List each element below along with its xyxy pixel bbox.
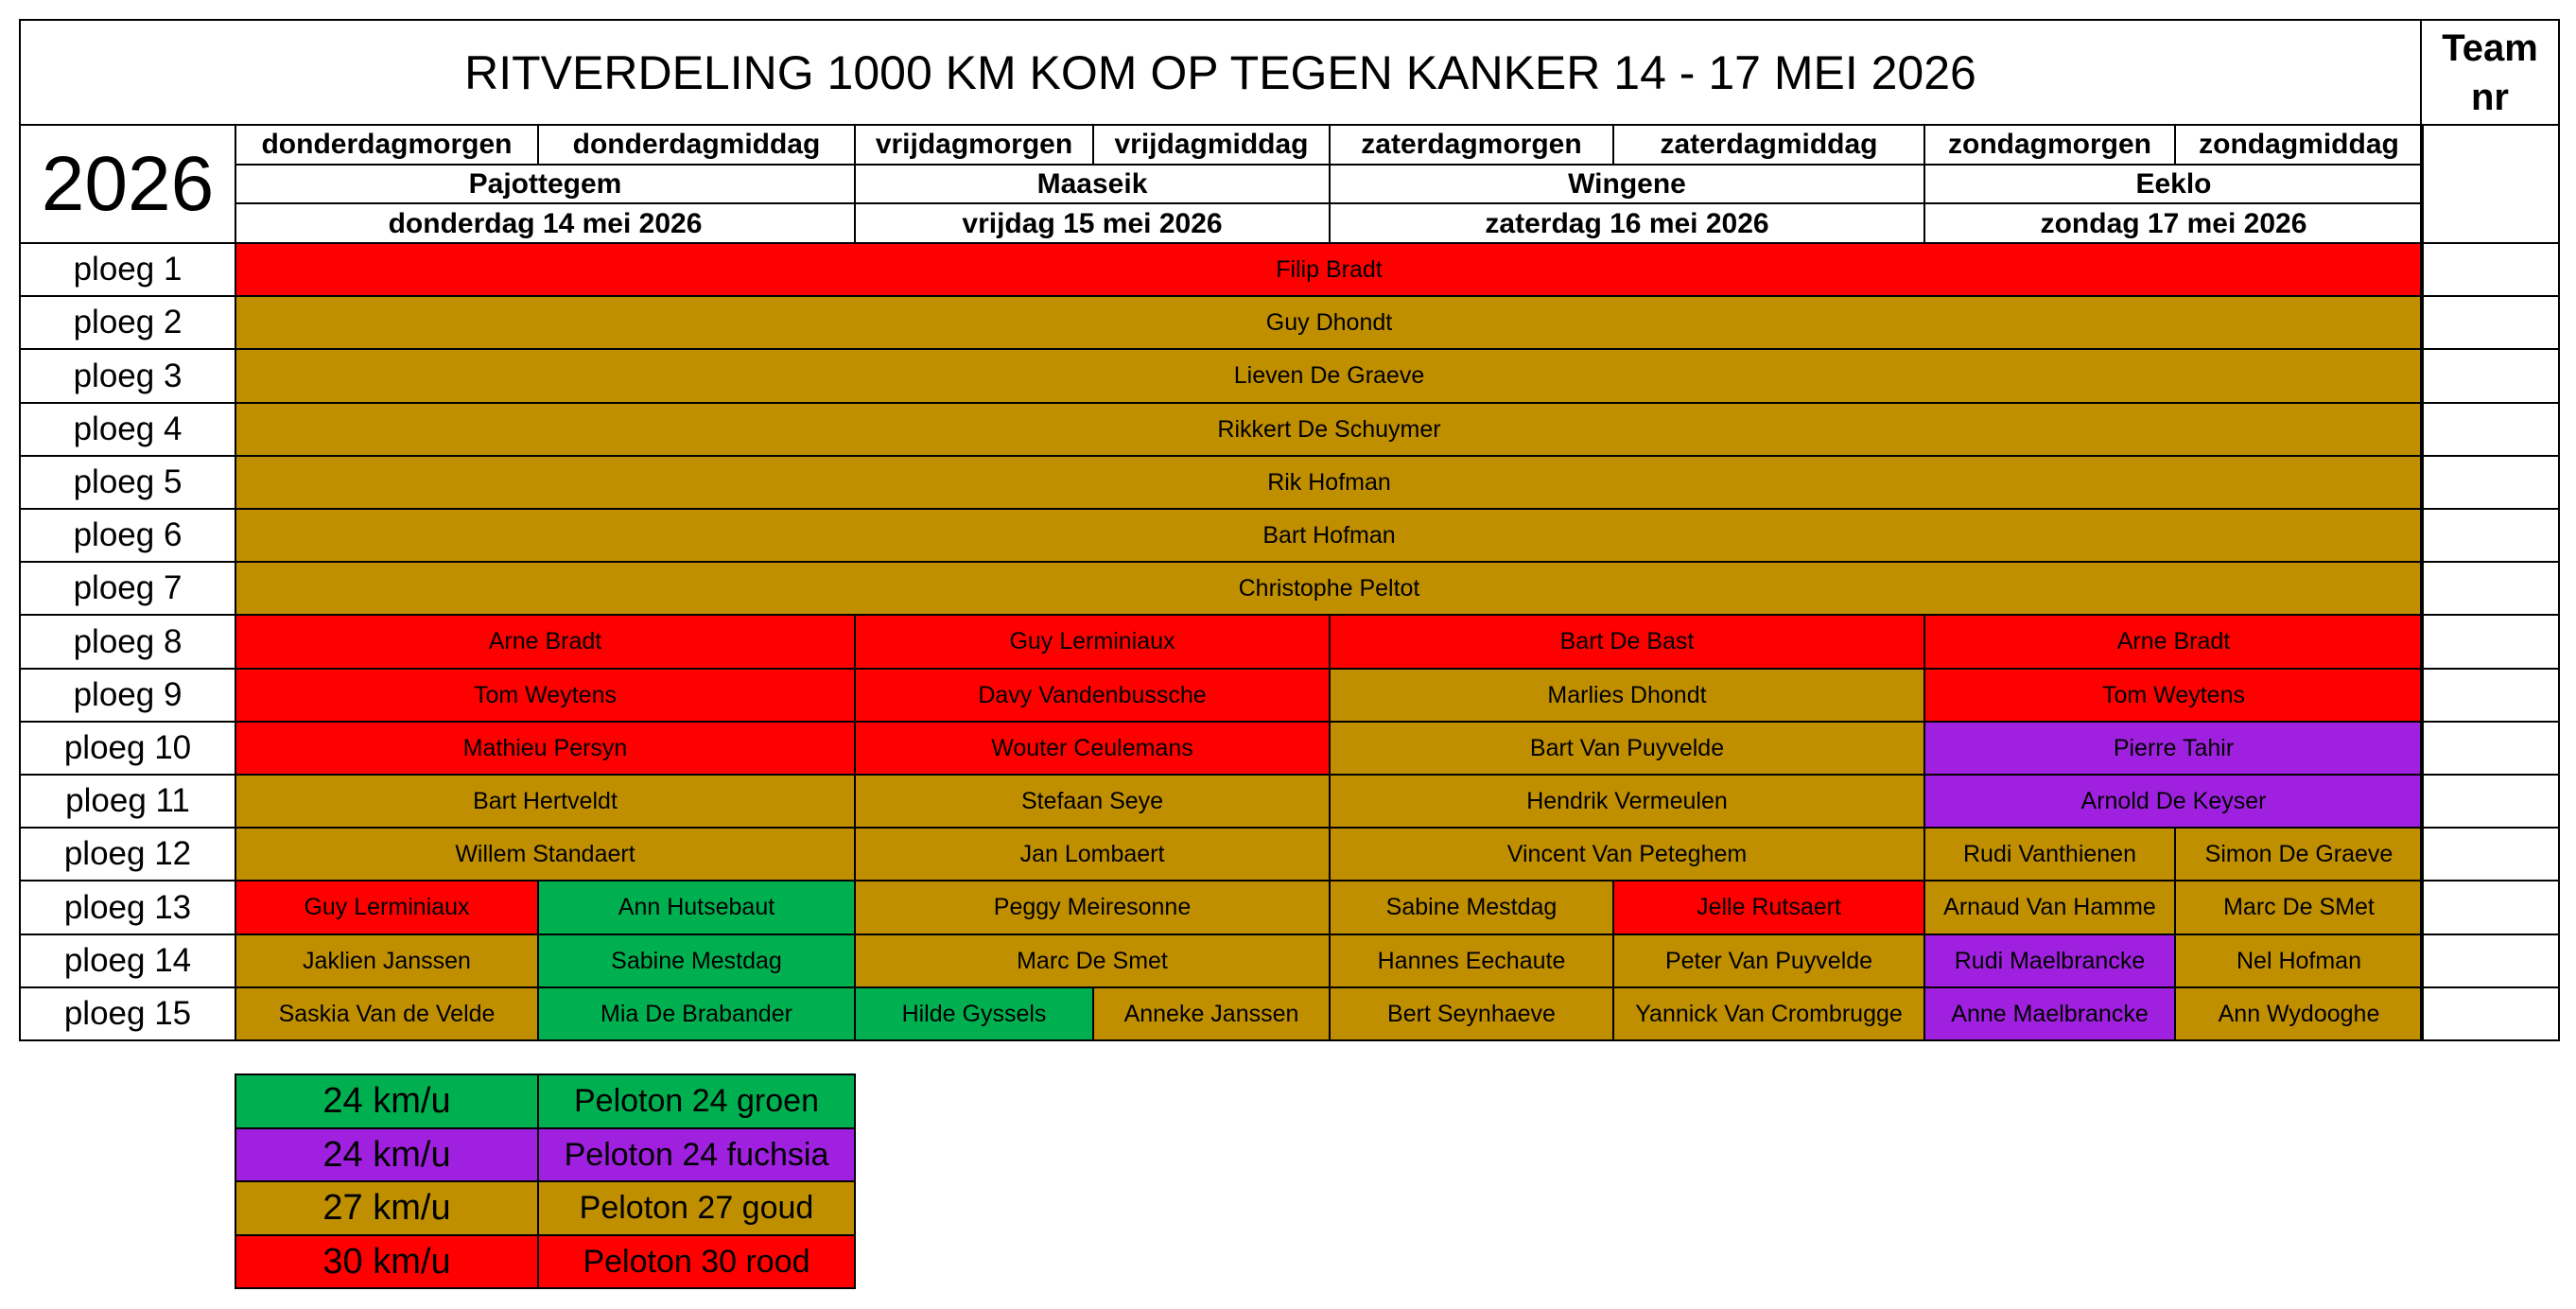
- legend-label: Peloton 30 rood: [537, 1234, 856, 1289]
- rider-cell[interactable]: Hannes Eechaute: [1329, 934, 1614, 988]
- team-header-line-2: nr: [2471, 76, 2509, 118]
- ploeg-label: ploeg 12: [19, 827, 236, 881]
- ploeg-label: ploeg 10: [19, 721, 236, 776]
- team-nr-cell[interactable]: [2420, 455, 2560, 510]
- rider-cell[interactable]: Willem Standaert: [235, 827, 856, 881]
- rider-cell[interactable]: Peter Van Puyvelde: [1612, 934, 1925, 988]
- ploeg-label: ploeg 4: [19, 402, 236, 457]
- date-header: donderdag 14 mei 2026: [235, 202, 856, 245]
- rider-cell[interactable]: Rik Hofman: [235, 455, 2424, 510]
- team-nr-cell[interactable]: [2420, 242, 2560, 297]
- team-nr-cell[interactable]: [2420, 508, 2560, 563]
- year-label: 2026: [19, 124, 236, 244]
- team-nr-cell[interactable]: [2420, 880, 2560, 935]
- session-header: zondagmiddag: [2174, 124, 2424, 166]
- rider-cell[interactable]: Saskia Van de Velde: [235, 986, 539, 1041]
- session-header: vrijdagmorgen: [854, 124, 1094, 166]
- rider-cell[interactable]: Arne Bradt: [235, 614, 856, 670]
- rider-cell[interactable]: Arne Bradt: [1923, 614, 2424, 670]
- location-header: Wingene: [1329, 164, 1925, 204]
- rider-cell[interactable]: Stefaan Seye: [854, 774, 1331, 829]
- team-nr-cell[interactable]: [2420, 986, 2560, 1041]
- ploeg-label: ploeg 7: [19, 561, 236, 616]
- rider-cell[interactable]: Tom Weytens: [235, 668, 856, 723]
- rider-cell[interactable]: Anne Maelbrancke: [1923, 986, 2176, 1041]
- team-nr-cell[interactable]: [2420, 668, 2560, 723]
- rider-cell[interactable]: Jelle Rutsaert: [1612, 880, 1925, 935]
- legend-label: Peloton 24 fuchsia: [537, 1127, 856, 1182]
- rider-cell[interactable]: Ann Wydooghe: [2174, 986, 2424, 1041]
- legend-speed: 24 km/u: [235, 1073, 539, 1129]
- location-header: Pajottegem: [235, 164, 856, 204]
- rider-cell[interactable]: Rudi Maelbrancke: [1923, 934, 2176, 988]
- rider-cell[interactable]: Guy Dhondt: [235, 295, 2424, 350]
- rider-cell[interactable]: Sabine Mestdag: [537, 934, 856, 988]
- session-header: donderdagmiddag: [537, 124, 856, 166]
- rider-cell[interactable]: Bart Van Puyvelde: [1329, 721, 1925, 776]
- ploeg-label: ploeg 14: [19, 934, 236, 988]
- team-nr-header: [2420, 19, 2560, 126]
- rider-cell[interactable]: Mia De Brabander: [537, 986, 856, 1041]
- rider-cell[interactable]: Bert Seynhaeve: [1329, 986, 1614, 1041]
- date-header: zaterdag 16 mei 2026: [1329, 202, 1925, 245]
- rider-cell[interactable]: Nel Hofman: [2174, 934, 2424, 988]
- ploeg-label: ploeg 5: [19, 455, 236, 510]
- date-header: vrijdag 15 mei 2026: [854, 202, 1331, 245]
- rider-cell[interactable]: Arnold De Keyser: [1923, 774, 2424, 829]
- session-header: donderdagmorgen: [235, 124, 539, 166]
- rider-cell[interactable]: Tom Weytens: [1923, 668, 2424, 723]
- session-header: zaterdagmorgen: [1329, 124, 1614, 166]
- location-header: Maaseik: [854, 164, 1331, 204]
- rider-cell[interactable]: Ann Hutsebaut: [537, 880, 856, 935]
- ploeg-label: ploeg 2: [19, 295, 236, 350]
- rider-cell[interactable]: Jan Lombaert: [854, 827, 1331, 881]
- ploeg-label: ploeg 13: [19, 880, 236, 935]
- rider-cell[interactable]: Filip Bradt: [235, 242, 2424, 297]
- team-header-line-1: Team: [2442, 26, 2538, 69]
- rider-cell[interactable]: Guy Lerminiaux: [854, 614, 1331, 670]
- team-nr-cell[interactable]: [2420, 774, 2560, 829]
- rider-cell[interactable]: Lieven De Graeve: [235, 348, 2424, 404]
- session-header: zondagmorgen: [1923, 124, 2176, 166]
- rider-cell[interactable]: Davy Vandenbussche: [854, 668, 1331, 723]
- ploeg-label: ploeg 1: [19, 242, 236, 297]
- ploeg-label: ploeg 15: [19, 986, 236, 1041]
- rider-cell[interactable]: Yannick Van Crombrugge: [1612, 986, 1925, 1041]
- ploeg-label: ploeg 3: [19, 348, 236, 404]
- rider-cell[interactable]: Pierre Tahir: [1923, 721, 2424, 776]
- rider-cell[interactable]: Rudi Vanthienen: [1923, 827, 2176, 881]
- rider-cell[interactable]: Christophe Peltot: [235, 561, 2424, 616]
- rider-cell[interactable]: Wouter Ceulemans: [854, 721, 1331, 776]
- rider-cell[interactable]: Simon De Graeve: [2174, 827, 2424, 881]
- rider-cell[interactable]: Marlies Dhondt: [1329, 668, 1925, 723]
- rider-cell[interactable]: Arnaud Van Hamme: [1923, 880, 2176, 935]
- ploeg-label: ploeg 11: [19, 774, 236, 829]
- session-header: zaterdagmiddag: [1612, 124, 1925, 166]
- session-header: vrijdagmiddag: [1092, 124, 1331, 166]
- legend-speed: 27 km/u: [235, 1180, 539, 1236]
- page-title: RITVERDELING 1000 KM KOM OP TEGEN KANKER 14 - 17 MEI 2026: [19, 19, 2422, 126]
- team-nr-cell[interactable]: [2420, 348, 2560, 404]
- legend-speed: 24 km/u: [235, 1127, 539, 1182]
- team-nr-cell[interactable]: [2420, 827, 2560, 881]
- rider-cell[interactable]: Vincent Van Peteghem: [1329, 827, 1925, 881]
- team-nr-cell[interactable]: [2420, 561, 2560, 616]
- team-nr-header-spacer: [2420, 124, 2560, 244]
- team-nr-cell[interactable]: [2420, 402, 2560, 457]
- rider-cell[interactable]: Marc De Smet: [854, 934, 1331, 988]
- rider-cell[interactable]: Guy Lerminiaux: [235, 880, 539, 935]
- rider-cell[interactable]: Hilde Gyssels: [854, 986, 1094, 1041]
- team-nr-cell[interactable]: [2420, 614, 2560, 670]
- date-header: zondag 17 mei 2026: [1923, 202, 2424, 245]
- legend-label: Peloton 27 goud: [537, 1180, 856, 1236]
- rider-cell[interactable]: Bart Hofman: [235, 508, 2424, 563]
- rider-cell[interactable]: Hendrik Vermeulen: [1329, 774, 1925, 829]
- rider-cell[interactable]: Mathieu Persyn: [235, 721, 856, 776]
- team-nr-cell[interactable]: [2420, 721, 2560, 776]
- rider-cell[interactable]: Jaklien Janssen: [235, 934, 539, 988]
- rider-cell[interactable]: Marc De SMet: [2174, 880, 2424, 935]
- team-nr-cell[interactable]: [2420, 934, 2560, 988]
- team-nr-cell[interactable]: [2420, 295, 2560, 350]
- legend-speed: 30 km/u: [235, 1234, 539, 1289]
- rider-cell[interactable]: Sabine Mestdag: [1329, 880, 1614, 935]
- ploeg-label: ploeg 9: [19, 668, 236, 723]
- rider-cell[interactable]: Bart Hertveldt: [235, 774, 856, 829]
- location-header: Eeklo: [1923, 164, 2424, 204]
- ploeg-label: ploeg 6: [19, 508, 236, 563]
- rider-cell[interactable]: Anneke Janssen: [1092, 986, 1331, 1041]
- legend-label: Peloton 24 groen: [537, 1073, 856, 1129]
- ploeg-label: ploeg 8: [19, 614, 236, 670]
- rider-cell[interactable]: Rikkert De Schuymer: [235, 402, 2424, 457]
- rider-cell[interactable]: Peggy Meiresonne: [854, 880, 1331, 935]
- rider-cell[interactable]: Bart De Bast: [1329, 614, 1925, 670]
